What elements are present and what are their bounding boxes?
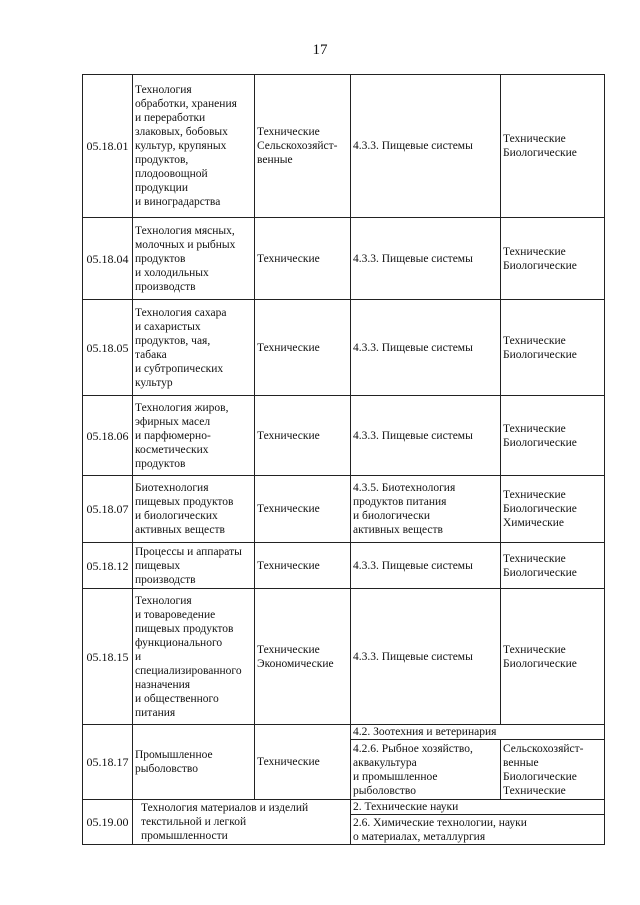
science-groups: Технические Биологические bbox=[501, 218, 605, 300]
table-row bbox=[83, 589, 605, 725]
specialty-name: Технология и товароведение пищевых продуктов функционального и специализированного назначения и общественного питания bbox=[133, 589, 255, 725]
specialties-table bbox=[82, 74, 605, 845]
scientific-area: 4.3.3. Пищевые системы bbox=[351, 218, 501, 300]
table-row bbox=[83, 725, 605, 740]
scientific-area: 4.2.6. Рыбное хозяйство, аквакультура и промышленное рыболовство bbox=[351, 740, 501, 800]
table-row bbox=[83, 476, 605, 543]
table-row bbox=[83, 300, 605, 396]
specialty-code: 05.18.01 bbox=[83, 75, 133, 218]
specialty-name: Промышленное рыболовство bbox=[133, 725, 255, 800]
scientific-area: 4.3.3. Пищевые системы bbox=[351, 75, 501, 218]
specialty-code: 05.19.00 bbox=[83, 800, 133, 845]
specialty-name: Технология обработки, хранения и переработки злаковых, бобовых культур, крупяных продуктов, плодоовощной продукции и виноградарства bbox=[133, 75, 255, 218]
table-row bbox=[83, 75, 605, 218]
specialty-code: 05.18.06 bbox=[83, 396, 133, 476]
science-branch: Технические bbox=[255, 725, 351, 800]
science-groups: Технические Биологические bbox=[501, 75, 605, 218]
page-number: 17 bbox=[312, 42, 328, 58]
science-branch: Технические Экономические bbox=[255, 589, 351, 725]
specialty-code: 05.18.04 bbox=[83, 218, 133, 300]
science-branch: Технические bbox=[255, 476, 351, 543]
science-groups: Технические Биологические Химические bbox=[501, 476, 605, 543]
specialty-code: 05.18.05 bbox=[83, 300, 133, 396]
specialty-code: 05.18.17 bbox=[83, 725, 133, 800]
scientific-area: 4.3.3. Пищевые системы bbox=[351, 543, 501, 589]
science-branch: Технические bbox=[255, 543, 351, 589]
scientific-area: 4.3.5. Биотехнология продуктов питания и биологически активных веществ bbox=[351, 476, 501, 543]
science-branch: Технические bbox=[255, 300, 351, 396]
specialty-name: Технология мясных, молочных и рыбных продуктов и холодильных производств bbox=[133, 218, 255, 300]
specialty-name: Процессы и аппараты пищевых производств bbox=[133, 543, 255, 589]
specialty-code: 05.18.12 bbox=[83, 543, 133, 589]
table-row bbox=[83, 218, 605, 300]
science-branch: Технические bbox=[255, 218, 351, 300]
scientific-area: 4.3.3. Пищевые системы bbox=[351, 589, 501, 725]
table-row bbox=[83, 800, 605, 815]
specialty-code: 05.18.07 bbox=[83, 476, 133, 543]
scientific-area: 4.3.3. Пищевые системы bbox=[351, 300, 501, 396]
science-groups: Технические Биологические bbox=[501, 589, 605, 725]
area-group-header: 4.2. Зоотехния и ветеринария bbox=[351, 725, 605, 740]
area-group-header: 2. Технические науки bbox=[351, 800, 605, 815]
specialty-name: Технология жиров, эфирных масел и парфюмерно- косметических продуктов bbox=[133, 396, 255, 476]
specialty-name: Биотехнология пищевых продуктов и биологических активных веществ bbox=[133, 476, 255, 543]
science-branch: Технические Сельскохозяйст- венные bbox=[255, 75, 351, 218]
table-row bbox=[83, 543, 605, 589]
table-row bbox=[83, 396, 605, 476]
science-groups: Сельскохозяйст- венные Биологические Технические bbox=[501, 740, 605, 800]
specialty-code: 05.18.15 bbox=[83, 589, 133, 725]
specialty-name: Технология материалов и изделий текстильной и легкой промышленности bbox=[133, 800, 351, 845]
scientific-area: 2.6. Химические технологии, науки о материалах, металлургия bbox=[351, 815, 605, 845]
specialty-name: Технология сахара и сахаристых продуктов, чая, табака и субтропических культур bbox=[133, 300, 255, 396]
science-branch: Технические bbox=[255, 396, 351, 476]
science-groups: Технические Биологические bbox=[501, 543, 605, 589]
science-groups: Технические Биологические bbox=[501, 300, 605, 396]
science-groups: Технические Биологические bbox=[501, 396, 605, 476]
scientific-area: 4.3.3. Пищевые системы bbox=[351, 396, 501, 476]
